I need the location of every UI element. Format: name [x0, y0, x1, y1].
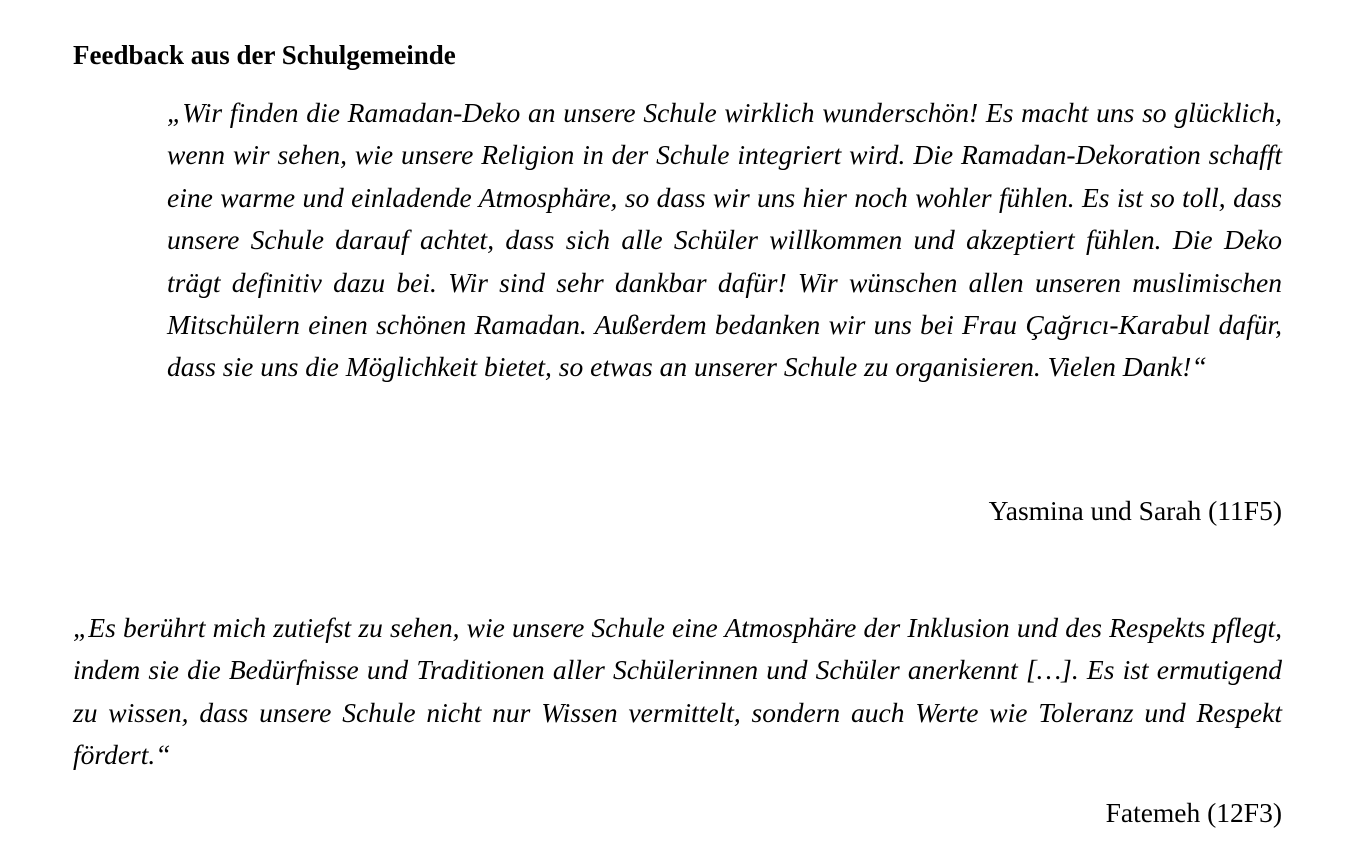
section-heading: Feedback aus der Schulgemeinde [73, 40, 456, 70]
feedback-quote: „Wir finden die Ramadan-Deko an unsere Schule wirklich wunderschön! Es macht uns so glücklich, wenn wir sehen, wie unsere Religion in der Schule integriert wird. Die Ramadan-Dekoration schafft eine warme und einladende Atmosphäre, so dass wir uns hier noch wohler fühlen. Es ist so toll, dass unsere Schule darauf achtet, dass sich alle Schüler willkommen und akzeptiert fühlen. Die Deko trägt definitiv dazu bei. Wir sind sehr dankbar dafür! Wir wünschen allen unseren muslimischen Mitschülern einen schönen Ramadan. Außerdem bedanken wir uns bei Frau Çağrıcı-Karabul dafür, dass sie uns die Möglichkeit bietet, so etwas an unserer Schule zu organisieren. Vielen Dank!“ [167, 97, 1282, 383]
feedback-author: Fatemeh (12F3) [1105, 797, 1282, 828]
feedback-author: Yasmina und Sarah (11F5) [988, 495, 1282, 526]
feedback-quote: „Es berührt mich zutiefst zu sehen, wie unsere Schule eine Atmosphäre der Inklusion und des Respekts pflegt, indem sie die Bedürfnisse und Traditionen aller Schülerinnen und Schüler anerkennt […]. Es ist ermutigend zu wissen, dass unsere Schule nicht nur Wissen vermittelt, sondern auch Werte wie Toleranz und Respekt fördert.“ [73, 612, 1282, 771]
